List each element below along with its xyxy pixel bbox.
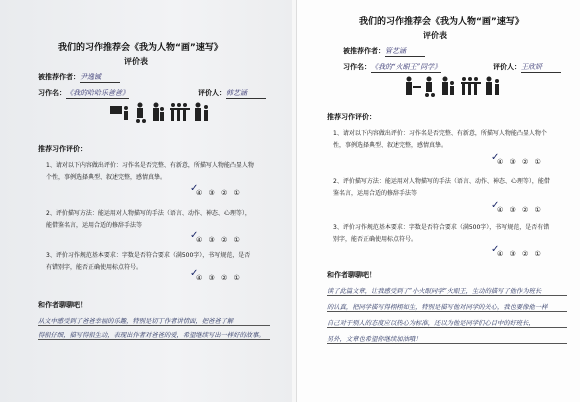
people-figures-illustration <box>405 74 515 98</box>
check-mark-icon: ✓ <box>491 244 500 255</box>
comment-line-3: 自己对于别人的态度应以热心为标准，还以为他是同学们心目中的好班长， <box>327 318 567 328</box>
essay-title-field <box>343 62 441 73</box>
evaluator-field <box>198 88 266 99</box>
recommender-value: 管艺涵 <box>385 46 425 57</box>
essay-title-value: 《我的哈哈乐爸爸》 <box>66 89 129 97</box>
comment-line-4: 另外，文章也希望你继续加油哦！ <box>327 334 567 344</box>
comment-line-2: 得很仔细，描写得很生动，表现出作者对爸爸的爱，希望继续写出一样好的故事。 <box>38 330 270 340</box>
evaluation-item-2: 2、评价描写方法：能运用对人物描写的手法（语言、动作、神态、心理等），能借鉴名言，运用合适的修辞手法等 <box>46 210 251 229</box>
check-mark-icon: ✓ <box>491 152 500 163</box>
rating-item-3: ④ ③ ② ① <box>196 274 242 282</box>
check-mark-icon: ✓ <box>190 268 199 279</box>
rating-item-2: ④ ③ ② ① <box>497 206 543 214</box>
right-evaluation-sheet <box>296 0 580 402</box>
rating-item-3: ④ ③ ② ① <box>497 250 543 258</box>
evaluation-item-3: 3、评价习作规范基本要求：字数是否符合要求（满500字），书写规范，是否有错别字，能否正确使用标点符号。 <box>46 252 251 271</box>
recommender-field <box>38 72 120 83</box>
evaluator-field <box>493 62 561 73</box>
comment-section-title: 和作者聊聊吧！ <box>38 301 87 309</box>
rating-item-1: ④ ③ ② ① <box>497 158 543 166</box>
recommender-value: 尹逸铖 <box>80 72 120 83</box>
evaluation-item-1: 1、请对以下内容做出评价：习作名是否完整、有新意，所描写人物能凸显人物个性，事例选择典型、叙述完整，感情真挚。 <box>333 130 547 149</box>
evaluator-value: 韩艺涵 <box>226 88 266 99</box>
rating-item-2: ④ ③ ② ① <box>196 236 242 244</box>
sheet-subtitle: 评价表 <box>423 31 447 40</box>
essay-title-label: 习作名： <box>343 63 371 71</box>
evaluator-label: 评价人： <box>493 63 521 71</box>
essay-title-field <box>38 88 129 99</box>
sheet-title: 我们的习作推荐会《我为人物“画”速写》 <box>359 17 524 27</box>
essay-title-label: 习作名： <box>38 89 66 97</box>
people-figures-illustration <box>110 100 220 124</box>
essay-title-value: 《我的“火眼王”同学》 <box>371 63 442 71</box>
evaluator-value: 王欣妍 <box>521 62 561 73</box>
evaluation-section-title: 推荐习作评价： <box>327 113 376 121</box>
recommender-field <box>343 46 425 57</box>
evaluation-item-2: 2、评价描写方法：能运用对人物描写的手法（语言、动作、神态、心理等），能借鉴名言，运用合适的修辞手法等 <box>333 178 550 197</box>
comment-line-2: 的认真，把同学描写得栩栩如生，特别是描写他对同学的关心，我也要像他一样 <box>327 302 567 312</box>
comment-line-1: 从文中感受到了爸爸幸福的乐趣，特别是切丁作者讲情面，把爸爸了解 <box>38 316 270 326</box>
check-mark-icon: ✓ <box>190 230 199 241</box>
sheet-title: 我们的习作推荐会《我为人物“画”速写》 <box>58 43 223 53</box>
evaluation-item-3: 3、评价习作规范基本要求：字数是否符合要求（满500字），书写规范，是否有错别字，能否正确使用标点符号。 <box>333 224 550 243</box>
rating-item-1: ④ ③ ② ① <box>196 189 242 197</box>
comment-line-1: 读了此篇文章，让我感受到了“小火眼同学”火眼王，生动的描写了他作为班长 <box>327 286 567 296</box>
check-mark-icon: ✓ <box>491 200 500 211</box>
evaluation-section-title: 推荐习作评价： <box>38 145 87 153</box>
evaluation-item-1: 1、请对以下内容做出评价：习作名是否完整、有新意，所描写人物能凸显人物个性，事例选择典型、叙述完整，感情真挚。 <box>46 162 254 181</box>
sheet-subtitle: 评价表 <box>124 57 148 66</box>
recommender-label: 被推荐作者： <box>38 73 80 81</box>
check-mark-icon: ✓ <box>190 183 199 194</box>
comment-section-title: 和作者聊聊吧！ <box>327 271 376 279</box>
evaluator-label: 评价人： <box>198 89 226 97</box>
recommender-label: 被推荐作者： <box>343 47 385 55</box>
